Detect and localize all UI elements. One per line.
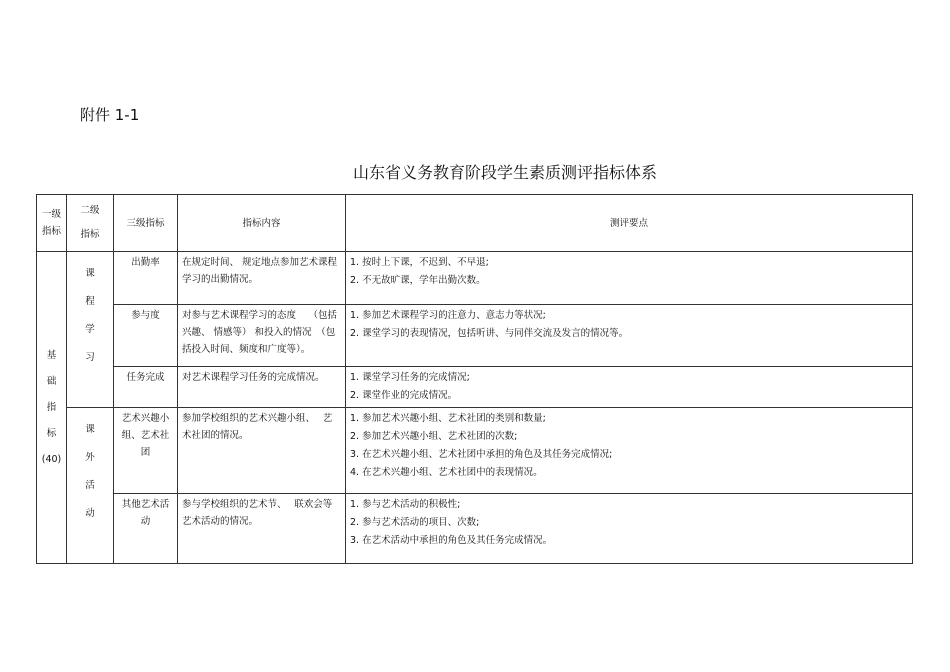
content-cell: 参加学校组织的艺术兴趣小组、 艺术社团的情况。 bbox=[178, 408, 346, 494]
header-level2: 二级 指标 bbox=[67, 195, 114, 252]
table-row bbox=[37, 252, 913, 305]
table-header-row bbox=[37, 195, 913, 252]
level3-cell: 出勤率 bbox=[114, 252, 178, 305]
content-cell: 对参与艺术课程学习的态度 （包括兴趣、 情感等） 和投入的情况 （包括投入时间、频度和广度等）。 bbox=[178, 305, 346, 367]
header-content: 指标内容 bbox=[178, 195, 346, 252]
table-row bbox=[37, 367, 913, 408]
indicator-table bbox=[36, 194, 913, 564]
table-row bbox=[37, 305, 913, 367]
criteria-cell: 1. 参与艺术活动的积极性; 2. 参与艺术活动的项目、次数; 3. 在艺术活动中承担的角色及其任务完成情况。 bbox=[346, 494, 913, 564]
content-cell: 参与学校组织的艺术节、 联欢会等艺术活动的情况。 bbox=[178, 494, 346, 564]
criteria-cell: 1. 参加艺术课程学习的注意力、意志力等状况; 2. 课堂学习的表现情况，包括听讲、与同伴交流及发言的情况等。 bbox=[346, 305, 913, 367]
table-row bbox=[37, 408, 913, 494]
content-cell: 在规定时间、 规定地点参加艺术课程学习的出勤情况。 bbox=[178, 252, 346, 305]
level1-cell: 基 础 指 标 (40) bbox=[37, 252, 67, 564]
level3-cell: 其他艺术活动 bbox=[114, 494, 178, 564]
level3-cell: 任务完成 bbox=[114, 367, 178, 408]
header-level1: 一级 指标 bbox=[37, 195, 67, 252]
content-cell: 对艺术课程学习任务的完成情况。 bbox=[178, 367, 346, 408]
criteria-cell: 1. 参加艺术兴趣小组、艺术社团的类别和数量; 2. 参加艺术兴趣小组、艺术社团的次数; 3. 在艺术兴趣小组、艺术社团中承担的角色及其任务完成情况; 4. 在艺术兴趣小组、艺术社团中的表现情况。 bbox=[346, 408, 913, 494]
criteria-cell: 1. 按时上下课，不迟到、不早退; 2. 不无故旷课，学年出勤次数。 bbox=[346, 252, 913, 305]
header-level3: 三级指标 bbox=[114, 195, 178, 252]
level3-cell: 参与度 bbox=[114, 305, 178, 367]
level2-cell-extracurricular: 课 外 活 动 bbox=[67, 408, 114, 564]
criteria-cell: 1. 课堂学习任务的完成情况; 2. 课堂作业的完成情况。 bbox=[346, 367, 913, 408]
level2-cell-course: 课 程 学 习 bbox=[67, 252, 114, 408]
table-row bbox=[37, 494, 913, 564]
document-title: 山东省义务教育阶段学生素质测评指标体系 bbox=[352, 163, 657, 182]
annex-label: 附件 1-1 bbox=[80, 106, 140, 124]
header-criteria: 测评要点 bbox=[346, 195, 913, 252]
level3-cell: 艺术兴趣小组、艺术社团 bbox=[114, 408, 178, 494]
